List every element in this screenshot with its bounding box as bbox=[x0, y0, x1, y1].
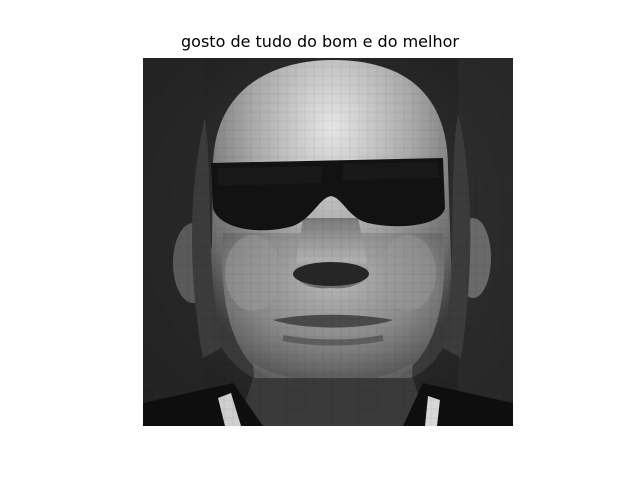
figure-title: gosto de tudo do bom e do melhor bbox=[181, 32, 459, 51]
portrait-image bbox=[143, 58, 513, 426]
image-panel bbox=[143, 58, 513, 426]
